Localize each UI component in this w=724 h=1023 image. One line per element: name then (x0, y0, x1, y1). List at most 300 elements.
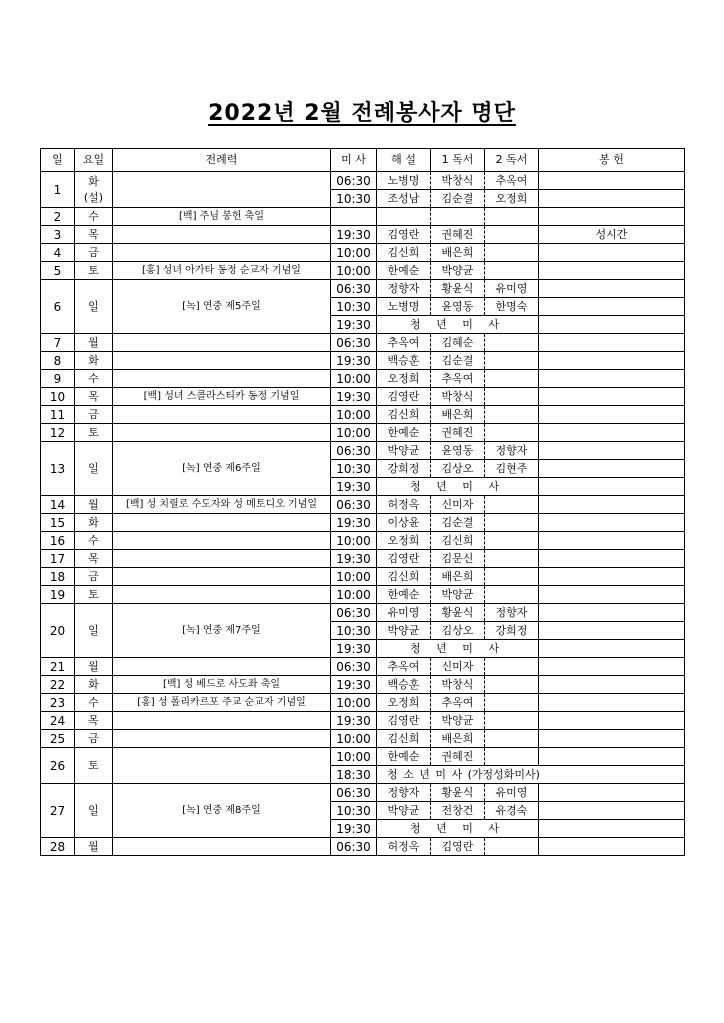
table-row (41, 442, 685, 460)
reading1-cell: 배은희 (431, 244, 485, 262)
day-cell: 12 (41, 424, 75, 442)
reading1-cell: 김순결 (431, 514, 485, 532)
weekday-cell (75, 784, 113, 838)
offering-cell (539, 820, 685, 838)
liturgy-cell: [홍] 성녀 아가타 동정 순교자 기념일 (113, 262, 331, 280)
liturgy-cell (113, 532, 331, 550)
day-cell: 10 (41, 388, 75, 406)
commentary-cell: 김신희 (377, 244, 431, 262)
weekday-label: 금 (88, 569, 99, 583)
day-cell: 24 (41, 712, 75, 730)
day-cell: 16 (41, 532, 75, 550)
commentary-cell: 한예순 (377, 586, 431, 604)
offering-cell (539, 388, 685, 406)
offering-cell (539, 244, 685, 262)
weekday-label: 수 (88, 209, 99, 223)
weekday-cell (75, 586, 113, 604)
commentary-cell: 강희정 (377, 460, 431, 478)
offering-cell (539, 424, 685, 442)
weekday-label: 금 (88, 407, 99, 421)
reading1-cell: 김혜순 (431, 334, 485, 352)
reading1-cell: 신미자 (431, 496, 485, 514)
mass-time-cell: 10:30 (331, 460, 377, 478)
commentary-cell: 한예순 (377, 424, 431, 442)
reading2-cell: 정향자 (485, 604, 539, 622)
reading1-cell: 박양균 (431, 262, 485, 280)
reading1-cell: 김영란 (431, 838, 485, 856)
mass-time-cell: 06:30 (331, 442, 377, 460)
table-row (41, 550, 685, 568)
liturgy-cell (113, 172, 331, 208)
day-cell: 28 (41, 838, 75, 856)
liturgy-cell (113, 712, 331, 730)
mass-time-cell: 10:00 (331, 568, 377, 586)
weekday-label: 월 (88, 335, 99, 349)
reading2-cell (485, 586, 539, 604)
weekday-cell (75, 352, 113, 370)
liturgy-cell: [녹] 연중 제6주일 (113, 442, 331, 496)
offering-cell (539, 370, 685, 388)
weekday-cell (75, 370, 113, 388)
mass-time-cell: 19:30 (331, 478, 377, 496)
schedule-body (41, 172, 685, 856)
reading2-cell (485, 568, 539, 586)
commentary-cell: 정향자 (377, 280, 431, 298)
header-offering: 봉 헌 (539, 149, 685, 172)
reading2-cell (485, 424, 539, 442)
mass-time-cell: 19:30 (331, 316, 377, 334)
mass-time-cell: 19:30 (331, 550, 377, 568)
liturgy-cell (113, 244, 331, 262)
liturgy-cell: [녹] 연중 제5주일 (113, 280, 331, 334)
mass-time-cell: 10:00 (331, 424, 377, 442)
liturgy-cell (113, 370, 331, 388)
offering-cell (539, 334, 685, 352)
day-cell: 19 (41, 586, 75, 604)
reading2-cell (485, 262, 539, 280)
weekday-label: 목 (88, 389, 99, 403)
special-mass-cell: 청 년 미 사 (377, 478, 539, 496)
weekday-label: 토 (88, 758, 99, 772)
weekday-cell (75, 244, 113, 262)
weekday-cell (75, 568, 113, 586)
liturgy-cell: [백] 주님 봉헌 축일 (113, 208, 331, 226)
liturgy-cell: [백] 성 베드로 사도좌 축일 (113, 676, 331, 694)
weekday-cell (75, 550, 113, 568)
reading2-cell (485, 352, 539, 370)
mass-time-cell: 06:30 (331, 604, 377, 622)
mass-time-cell: 10:00 (331, 586, 377, 604)
day-cell: 27 (41, 784, 75, 838)
special-mass-cell: 청 소 년 미 사 (가정성화미사) (377, 766, 685, 784)
commentary-cell: 김영란 (377, 550, 431, 568)
mass-time-cell: 10:00 (331, 730, 377, 748)
weekday-cell (75, 658, 113, 676)
table-row (41, 658, 685, 676)
reading2-cell (485, 676, 539, 694)
reading2-cell (485, 712, 539, 730)
weekday-cell (75, 442, 113, 496)
liturgy-cell (113, 568, 331, 586)
offering-cell (539, 784, 685, 802)
offering-cell (539, 532, 685, 550)
day-cell: 2 (41, 208, 75, 226)
reading1-cell: 박양균 (431, 712, 485, 730)
mass-time-cell: 10:30 (331, 622, 377, 640)
table-row (41, 370, 685, 388)
reading2-cell (485, 748, 539, 766)
mass-time-cell: 19:30 (331, 226, 377, 244)
commentary-cell: 김신희 (377, 568, 431, 586)
reading2-cell (485, 496, 539, 514)
mass-time-cell: 06:30 (331, 172, 377, 190)
table-row (41, 388, 685, 406)
reading2-cell (485, 514, 539, 532)
header-day: 일 (41, 149, 75, 172)
weekday-cell (75, 262, 113, 280)
table-row (41, 694, 685, 712)
day-cell: 9 (41, 370, 75, 388)
weekday-cell (75, 532, 113, 550)
offering-cell (539, 316, 685, 334)
reading2-cell: 정향자 (485, 442, 539, 460)
mass-time-cell: 06:30 (331, 280, 377, 298)
table-row (41, 676, 685, 694)
commentary-cell: 유미영 (377, 604, 431, 622)
liturgy-cell (113, 658, 331, 676)
mass-time-cell: 06:30 (331, 838, 377, 856)
weekday-label: 월 (88, 839, 99, 853)
weekday-label: 금 (88, 245, 99, 259)
weekday-sub-label: (설) (83, 190, 104, 204)
reading1-cell: 신미자 (431, 658, 485, 676)
day-cell: 7 (41, 334, 75, 352)
offering-cell (539, 478, 685, 496)
mass-time-cell: 19:30 (331, 820, 377, 838)
day-cell: 17 (41, 550, 75, 568)
commentary-cell: 오정희 (377, 532, 431, 550)
weekday-label: 토 (88, 425, 99, 439)
mass-time-cell: 10:00 (331, 532, 377, 550)
offering-cell (539, 604, 685, 622)
liturgy-cell (113, 406, 331, 424)
commentary-cell: 조성남 (377, 190, 431, 208)
offering-cell (539, 190, 685, 208)
table-row (41, 334, 685, 352)
reading2-cell: 유경숙 (485, 802, 539, 820)
offering-cell (539, 172, 685, 190)
reading2-cell: 오정희 (485, 190, 539, 208)
reading1-cell: 황윤식 (431, 784, 485, 802)
liturgy-cell: [녹] 연중 제7주일 (113, 604, 331, 658)
mass-time-cell: 19:30 (331, 514, 377, 532)
table-row (41, 262, 685, 280)
offering-cell (539, 496, 685, 514)
offering-cell (539, 730, 685, 748)
weekday-label: 토 (88, 263, 99, 277)
weekday-label: 화 (88, 677, 99, 691)
offering-cell (539, 694, 685, 712)
commentary-cell: 김영란 (377, 226, 431, 244)
reading2-cell (485, 226, 539, 244)
commentary-cell: 정향자 (377, 784, 431, 802)
reading1-cell: 김상오 (431, 622, 485, 640)
commentary-cell: 백승훈 (377, 352, 431, 370)
weekday-label: 일 (88, 461, 99, 475)
table-row (41, 226, 685, 244)
table-row (41, 532, 685, 550)
mass-time-cell: 10:00 (331, 694, 377, 712)
reading1-cell: 황윤식 (431, 280, 485, 298)
mass-time-cell: 10:00 (331, 262, 377, 280)
commentary-cell: 박양균 (377, 622, 431, 640)
liturgy-cell (113, 424, 331, 442)
offering-cell (539, 802, 685, 820)
reading1-cell: 김순결 (431, 190, 485, 208)
liturgy-cell (113, 586, 331, 604)
header-reading1: 1 독서 (431, 149, 485, 172)
offering-cell (539, 676, 685, 694)
commentary-cell: 김영란 (377, 712, 431, 730)
commentary-cell: 오정희 (377, 370, 431, 388)
reading1-cell: 권혜진 (431, 424, 485, 442)
header-reading2: 2 독서 (485, 149, 539, 172)
reading2-cell: 유미영 (485, 280, 539, 298)
mass-time-cell: 10:30 (331, 802, 377, 820)
reading1-cell: 김순결 (431, 352, 485, 370)
reading2-cell: 한명숙 (485, 298, 539, 316)
liturgy-cell (113, 352, 331, 370)
offering-cell (539, 514, 685, 532)
reading1-cell: 황윤식 (431, 604, 485, 622)
weekday-cell (75, 748, 113, 784)
table-row (41, 586, 685, 604)
reading2-cell: 유미영 (485, 784, 539, 802)
mass-time-cell: 10:00 (331, 748, 377, 766)
mass-time-cell: 10:00 (331, 244, 377, 262)
commentary-cell: 한예순 (377, 748, 431, 766)
reading1-cell: 박창식 (431, 172, 485, 190)
mass-time-cell: 06:30 (331, 496, 377, 514)
mass-time-cell: 19:30 (331, 676, 377, 694)
day-cell: 15 (41, 514, 75, 532)
table-row (41, 838, 685, 856)
day-cell: 4 (41, 244, 75, 262)
header-commentary: 해 설 (377, 149, 431, 172)
reading2-cell (485, 370, 539, 388)
table-row (41, 712, 685, 730)
mass-time-cell: 19:30 (331, 352, 377, 370)
day-cell: 25 (41, 730, 75, 748)
table-row (41, 280, 685, 298)
table-row (41, 208, 685, 226)
day-cell: 3 (41, 226, 75, 244)
weekday-label: 수 (88, 371, 99, 385)
offering-cell (539, 406, 685, 424)
offering-cell (539, 280, 685, 298)
weekday-label: 화 (88, 174, 99, 188)
mass-time-cell: 10:00 (331, 406, 377, 424)
offering-cell (539, 658, 685, 676)
reading1-cell: 박양균 (431, 586, 485, 604)
offering-cell (539, 568, 685, 586)
liturgy-cell: [홍] 성 폴리카르포 주교 순교자 기념일 (113, 694, 331, 712)
page-title: 2022년 2월 전례봉사자 명단 (208, 101, 516, 126)
weekday-label: 목 (88, 713, 99, 727)
table-row (41, 352, 685, 370)
commentary-cell: 오정희 (377, 694, 431, 712)
weekday-cell (75, 424, 113, 442)
header-weekday: 요일 (75, 149, 113, 172)
reading2-cell: 김현주 (485, 460, 539, 478)
table-row (41, 784, 685, 802)
weekday-label: 일 (88, 803, 99, 817)
reading2-cell (485, 244, 539, 262)
table-row (41, 244, 685, 262)
commentary-cell: 추옥여 (377, 658, 431, 676)
mass-time-cell: 19:30 (331, 712, 377, 730)
weekday-label: 목 (88, 551, 99, 565)
reading1-cell: 권혜진 (431, 748, 485, 766)
table-row (41, 568, 685, 586)
day-cell: 20 (41, 604, 75, 658)
weekday-cell (75, 334, 113, 352)
weekday-cell (75, 730, 113, 748)
weekday-cell (75, 226, 113, 244)
mass-time-cell: 06:30 (331, 784, 377, 802)
weekday-cell (75, 838, 113, 856)
liturgy-cell (113, 226, 331, 244)
weekday-cell (75, 388, 113, 406)
reading1-cell: 윤영동 (431, 442, 485, 460)
offering-cell (539, 838, 685, 856)
table-row (41, 604, 685, 622)
offering-cell: 성시간 (539, 226, 685, 244)
day-cell: 14 (41, 496, 75, 514)
day-cell: 23 (41, 694, 75, 712)
commentary-cell: 김신희 (377, 730, 431, 748)
weekday-label: 금 (88, 731, 99, 745)
reading2-cell (485, 388, 539, 406)
reading2-cell (485, 208, 539, 226)
special-mass-cell: 청 년 미 사 (377, 316, 539, 334)
weekday-label: 토 (88, 587, 99, 601)
commentary-cell (377, 208, 431, 226)
commentary-cell: 김영란 (377, 388, 431, 406)
weekday-label: 수 (88, 695, 99, 709)
reading1-cell: 박창식 (431, 676, 485, 694)
reading1-cell: 박창식 (431, 388, 485, 406)
weekday-label: 목 (88, 227, 99, 241)
mass-time-cell: 06:30 (331, 658, 377, 676)
commentary-cell: 김신희 (377, 406, 431, 424)
table-row (41, 424, 685, 442)
day-cell: 13 (41, 442, 75, 496)
liturgy-cell: [백] 성녀 스콜라스티카 동정 기념일 (113, 388, 331, 406)
table-row (41, 730, 685, 748)
reading2-cell (485, 730, 539, 748)
day-cell: 5 (41, 262, 75, 280)
liturgy-cell: [백] 성 치릴로 수도자와 성 메토디오 기념일 (113, 496, 331, 514)
reading1-cell: 추옥여 (431, 694, 485, 712)
reading2-cell: 추옥여 (485, 172, 539, 190)
reading2-cell (485, 658, 539, 676)
offering-cell (539, 208, 685, 226)
weekday-cell (75, 208, 113, 226)
reading2-cell (485, 532, 539, 550)
offering-cell (539, 352, 685, 370)
reading2-cell (485, 334, 539, 352)
commentary-cell: 추옥여 (377, 334, 431, 352)
weekday-cell (75, 514, 113, 532)
header-mass: 미 사 (331, 149, 377, 172)
reading2-cell (485, 406, 539, 424)
liturgy-cell (113, 550, 331, 568)
reading1-cell: 배은희 (431, 406, 485, 424)
reading1-cell: 윤영동 (431, 298, 485, 316)
reading1-cell (431, 208, 485, 226)
liturgy-cell (113, 730, 331, 748)
reading2-cell: 강희정 (485, 622, 539, 640)
day-cell: 8 (41, 352, 75, 370)
day-cell: 1 (41, 172, 75, 208)
table-row (41, 496, 685, 514)
mass-time-cell: 10:30 (331, 190, 377, 208)
reading1-cell: 배은희 (431, 568, 485, 586)
reading1-cell: 전창건 (431, 802, 485, 820)
liturgy-cell: [녹] 연중 제8주일 (113, 784, 331, 838)
header-liturgy: 전례력 (113, 149, 331, 172)
mass-time-cell: 18:30 (331, 766, 377, 784)
reading2-cell (485, 550, 539, 568)
mass-time-cell: 06:30 (331, 334, 377, 352)
day-cell: 6 (41, 280, 75, 334)
reading1-cell: 김상오 (431, 460, 485, 478)
weekday-cell (75, 406, 113, 424)
weekday-cell (75, 280, 113, 334)
commentary-cell: 노병명 (377, 298, 431, 316)
reading2-cell (485, 694, 539, 712)
day-cell: 11 (41, 406, 75, 424)
weekday-cell (75, 604, 113, 658)
reading1-cell: 배은희 (431, 730, 485, 748)
commentary-cell: 노병명 (377, 172, 431, 190)
mass-time-cell: 19:30 (331, 640, 377, 658)
liturgy-cell (113, 514, 331, 532)
commentary-cell: 박양균 (377, 442, 431, 460)
day-cell: 26 (41, 748, 75, 784)
weekday-label: 화 (88, 515, 99, 529)
offering-cell (539, 586, 685, 604)
liturgy-cell (113, 748, 331, 784)
table-row (41, 748, 685, 766)
commentary-cell: 백승훈 (377, 676, 431, 694)
mass-time-cell: 10:30 (331, 298, 377, 316)
offering-cell (539, 298, 685, 316)
weekday-cell (75, 694, 113, 712)
weekday-cell (75, 712, 113, 730)
weekday-label: 월 (88, 497, 99, 511)
weekday-label: 화 (88, 353, 99, 367)
weekday-cell (75, 496, 113, 514)
reading1-cell: 김신희 (431, 532, 485, 550)
offering-cell (539, 622, 685, 640)
table-row (41, 514, 685, 532)
commentary-cell: 박양균 (377, 802, 431, 820)
weekday-label: 월 (88, 659, 99, 673)
mass-time-cell: 10:00 (331, 370, 377, 388)
special-mass-cell: 청 년 미 사 (377, 640, 539, 658)
